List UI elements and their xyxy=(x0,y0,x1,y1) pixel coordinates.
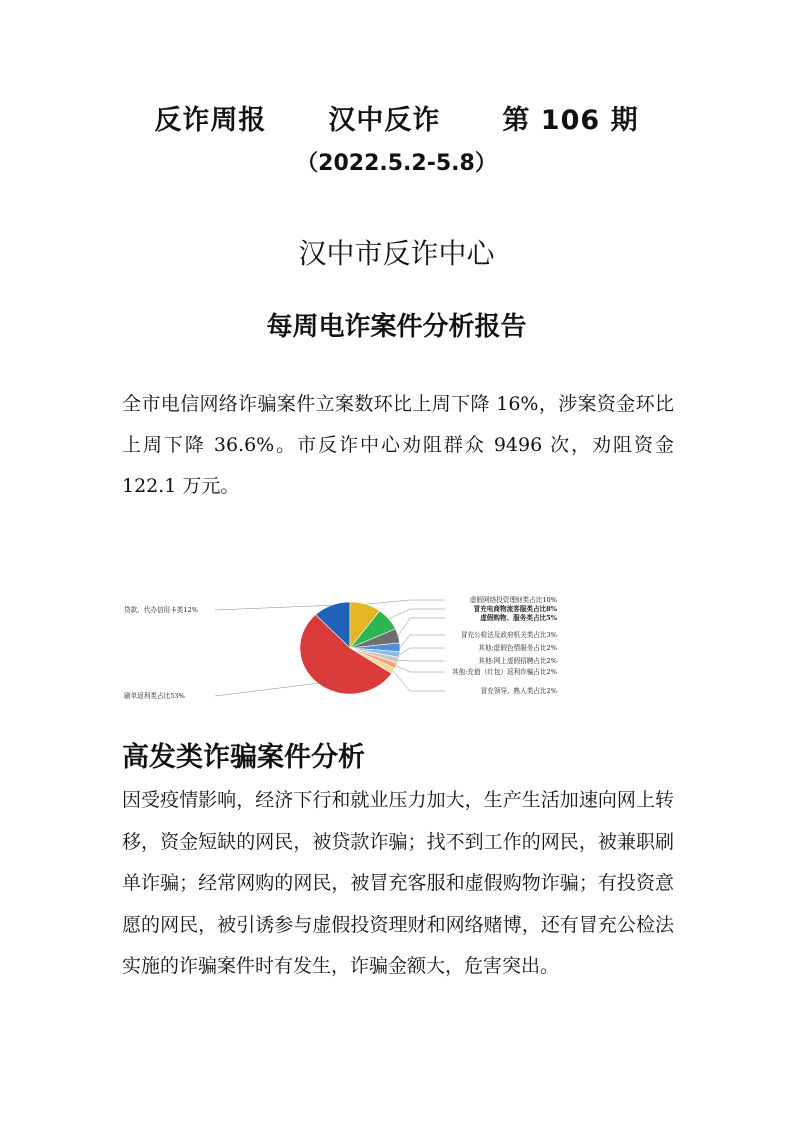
leader-line xyxy=(215,683,318,696)
slice-label: 冒充电商物流客服类占比8% xyxy=(473,605,557,613)
leader-line xyxy=(399,648,445,655)
leader-line xyxy=(398,618,445,636)
slice-label: 冒充公检法及政府机关类占比3% xyxy=(460,631,557,639)
header-issue: 第 106 期 xyxy=(502,105,639,136)
slice-label: 虚假购物、服务类占比5% xyxy=(480,614,557,622)
leader-line xyxy=(398,660,445,661)
slice-label: 其他:虚假色情服务占比2% xyxy=(478,644,557,652)
header-title: 反诈周报 xyxy=(154,105,267,136)
slice-label: 虚假网络投资理财类占比10% xyxy=(469,596,557,604)
summary-paragraph: 全市电信网络诈骗案件立案数环比上周下降 16%，涉案资金环比上周下降 36.6%。市反诈中心劝阻群众 9496 次，劝阻资金 122.1 万元。 xyxy=(122,393,674,497)
header-date-range: （2022.5.2-5.8） xyxy=(296,151,497,176)
center-name: 汉中市反诈中心 xyxy=(298,237,495,270)
slice-label: 冒充领导、熟人类占比2% xyxy=(480,687,557,695)
header-org: 汉中反诈 xyxy=(328,105,441,136)
leader-line xyxy=(366,600,445,604)
leader-line xyxy=(400,635,445,647)
leader-line xyxy=(393,671,445,691)
section-heading: 高发类诈骗案件分析 xyxy=(122,742,365,773)
slice-label: 其他:充值（红包）返利诈骗占比2% xyxy=(452,668,557,676)
leader-line xyxy=(396,666,445,672)
report-header xyxy=(0,98,793,137)
slice-label: 其他:网上虚假招聘占比2% xyxy=(478,657,557,665)
leader-line xyxy=(215,605,331,610)
leader-line xyxy=(389,609,445,619)
report-title: 每周电诈案件分析报告 xyxy=(266,312,527,342)
slice-label: 刷单返利类占比53% xyxy=(124,692,185,700)
analysis-paragraph: 因受疫情影响，经济下行和就业压力加大，生产生活加速向网上转移，资金短缺的网民，被贷款诈骗；找不到工作的网民，被兼职刷单诈骗；经常网购的网民，被冒充客服和虚假购物诈骗；有投资意愿的网民，被引诱参与虚假投资理财和网络赌博，还有冒充公检法实施的诈骗案件时有发生，诈骗金额大，危害突出。 xyxy=(122,789,674,977)
slice-label: 贷款、代办信用卡类12% xyxy=(124,606,198,614)
fraud-type-pie-chart xyxy=(110,590,570,708)
